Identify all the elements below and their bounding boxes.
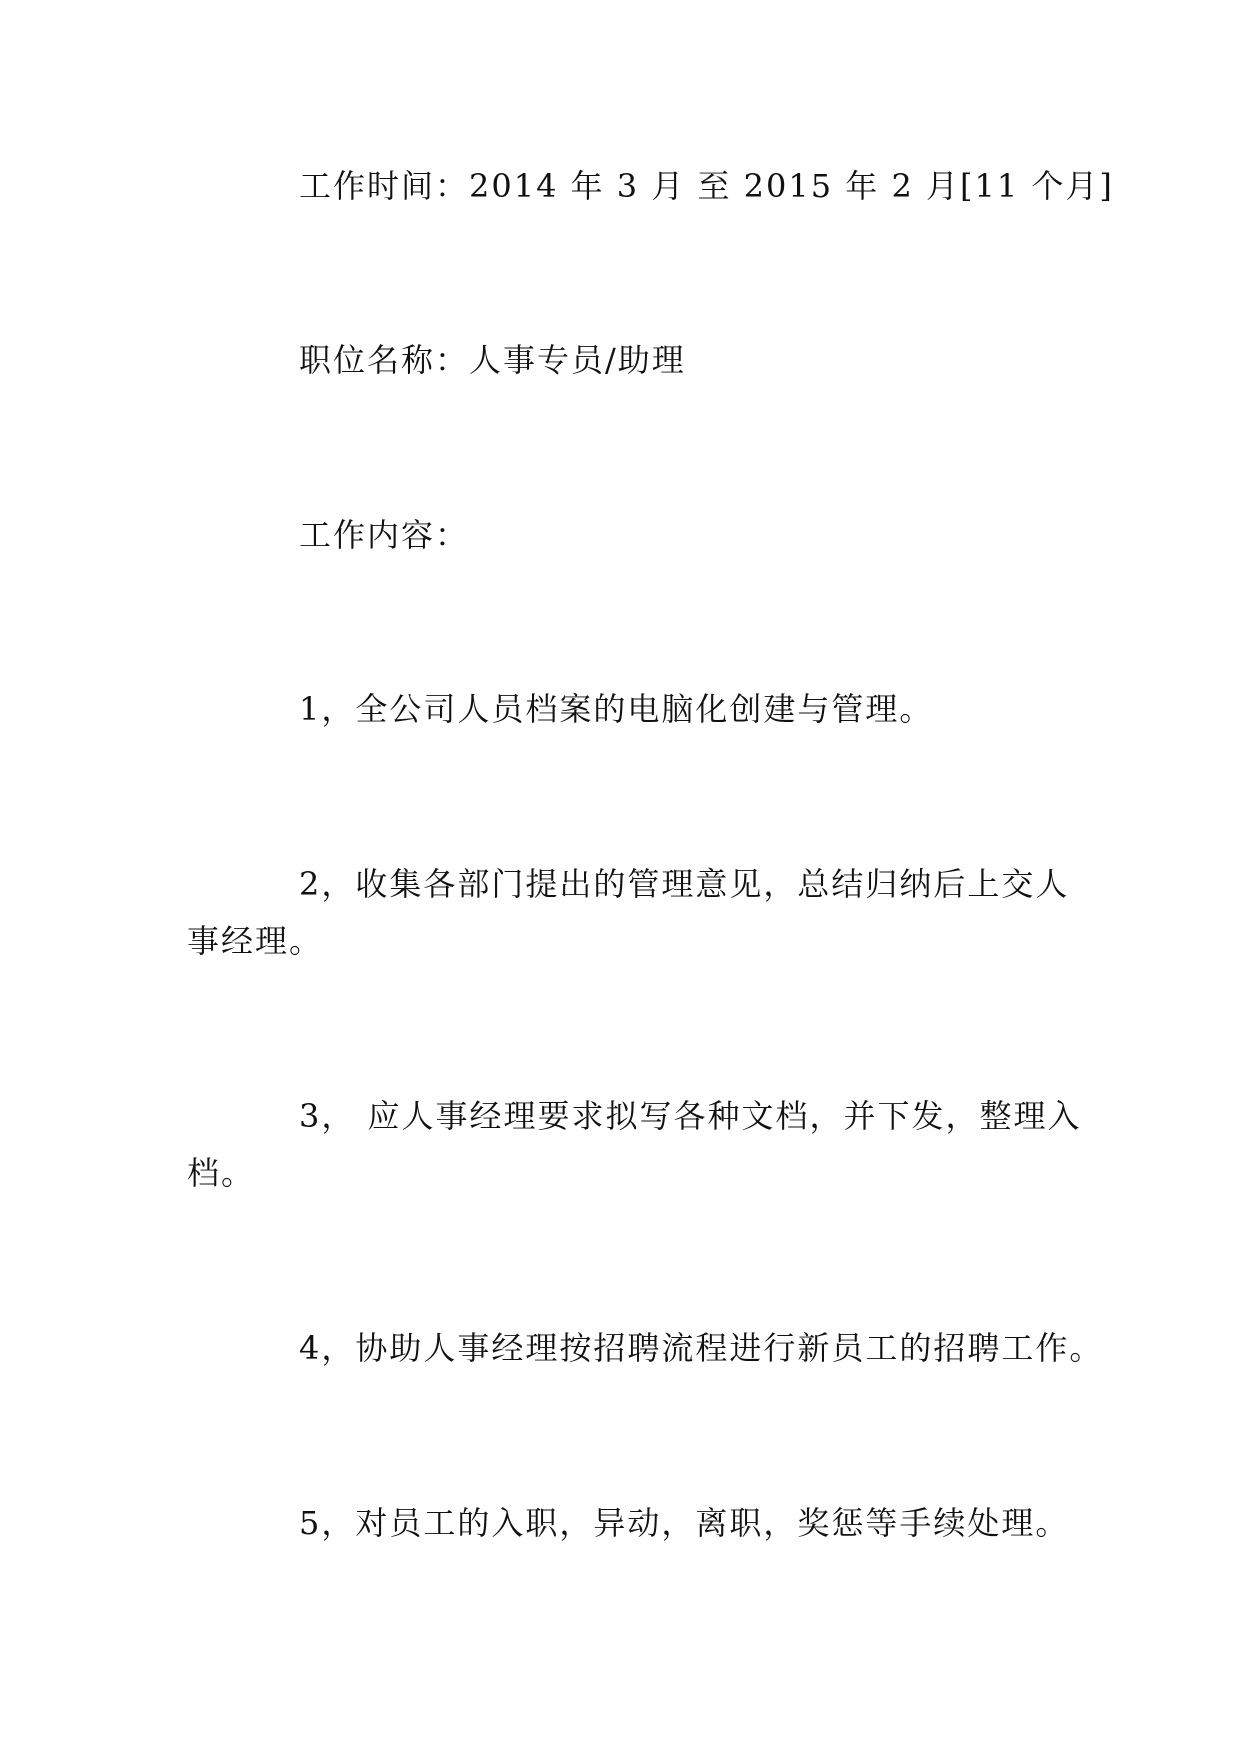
job-content-heading: 工作内容：	[299, 516, 470, 554]
list-item-3: 3， 应人事经理要求拟写各种文档，并下发，整理入	[299, 1097, 1082, 1135]
list-item-2-continuation: 事经理。	[187, 922, 324, 960]
list-item-2: 2，收集各部门提出的管理意见，总结归纳后上交人	[299, 865, 1070, 903]
job-title-line: 职位名称：人事专员/助理	[299, 341, 686, 379]
list-item-5: 5，对员工的入职，异动，离职，奖惩等手续处理。	[299, 1504, 1070, 1542]
list-item-3-continuation: 档。	[187, 1154, 256, 1192]
list-item-4: 4，协助人事经理按招聘流程进行新员工的招聘工作。	[299, 1329, 1104, 1367]
list-item-1: 1，全公司人员档案的电脑化创建与管理。	[299, 690, 934, 728]
work-period-line: 工作时间：2014 年 3 月 至 2015 年 2 月[11 个月]	[299, 167, 1114, 205]
